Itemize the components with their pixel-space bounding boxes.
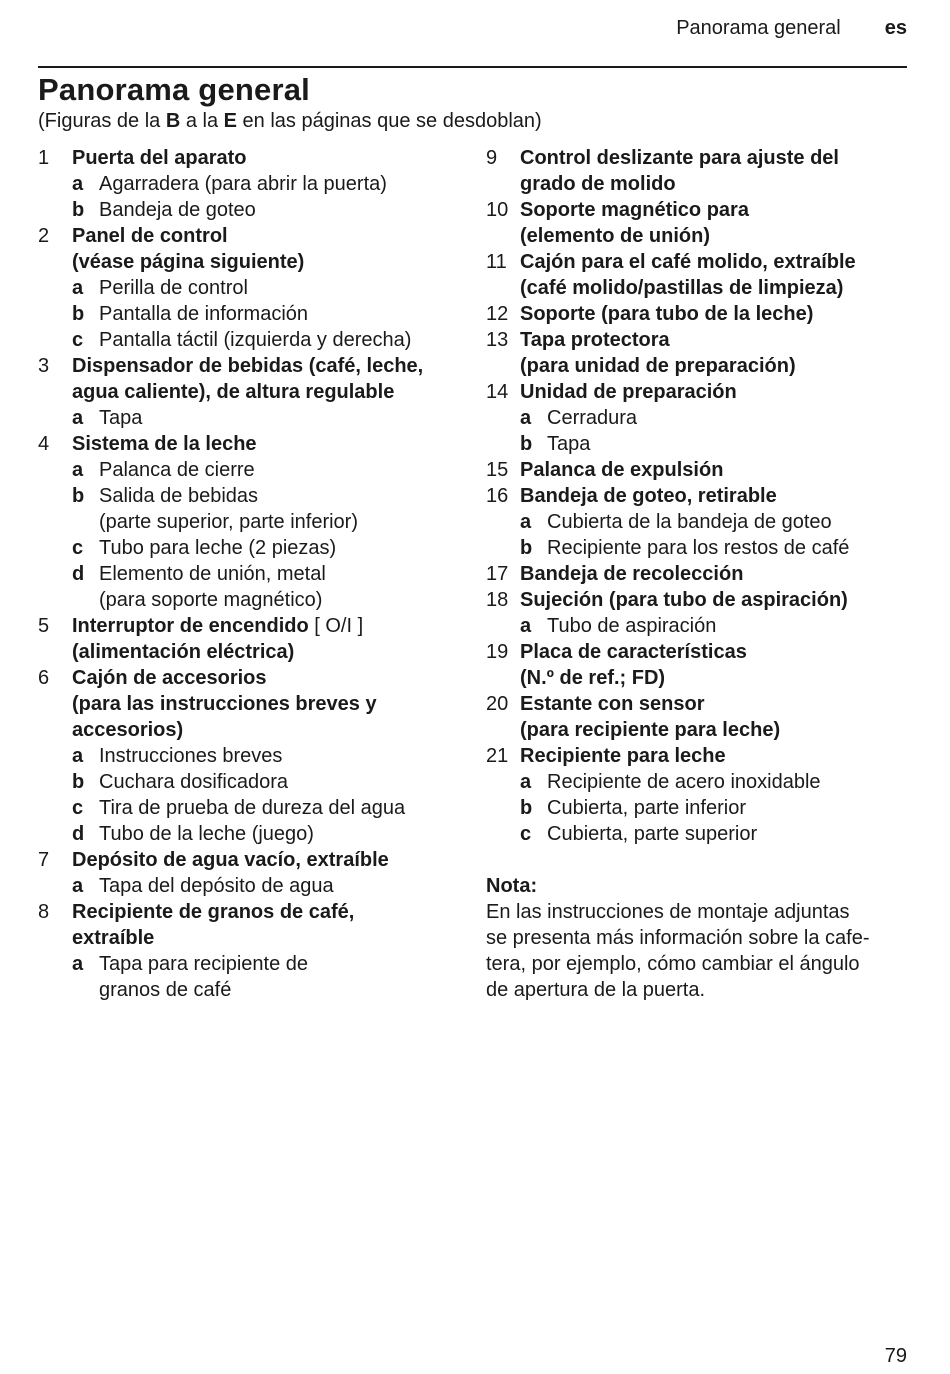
sub-item — [72, 327, 468, 353]
sub-item-text: Salida de bebidas (parte superior, parte inferior) — [99, 485, 359, 533]
item-label-text: Bandeja de recolección — [520, 563, 744, 585]
sub-item-letter: c — [520, 823, 532, 845]
list-item — [486, 249, 911, 301]
item-label — [72, 847, 468, 873]
item-number: 7 — [38, 849, 50, 871]
list-item — [486, 743, 911, 847]
item-number: 12 — [486, 303, 509, 325]
item-label-text: Depósito de agua vacío, extraíble — [72, 849, 389, 871]
sub-item-text: Pantalla táctil (izquierda y derecha) — [99, 329, 412, 351]
sub-item-text: Tapa del depósito de agua — [99, 875, 334, 897]
list-item — [38, 223, 468, 353]
item-number: 14 — [486, 381, 509, 403]
subtitle-post: en las páginas que se desdoblan) — [237, 110, 542, 132]
sub-item — [72, 743, 468, 769]
note-title: Nota: — [486, 875, 538, 897]
subtitle-figure-to: E — [223, 110, 237, 132]
subtitle-mid: a la — [180, 110, 224, 132]
list-item — [38, 613, 468, 665]
list-item — [486, 301, 911, 327]
item-body — [72, 353, 468, 431]
sub-item-letter: d — [72, 563, 85, 585]
item-label — [520, 145, 911, 197]
item-label — [72, 353, 468, 405]
sub-item-text: Elemento de unión, metal (para soporte magnético) — [99, 563, 326, 611]
item-label-text: Panel de control (véase página siguiente) — [72, 225, 305, 273]
item-label — [72, 431, 468, 457]
sub-item-letter: a — [520, 511, 532, 533]
list-item — [486, 691, 911, 743]
list-item — [38, 145, 468, 223]
sub-item-text: Agarradera (para abrir la puerta) — [99, 173, 387, 195]
sub-item-letter: b — [72, 771, 85, 793]
power-symbol-label: [ O/I ] — [308, 615, 364, 637]
sub-item-text: Tubo de aspiración — [547, 615, 717, 637]
sub-item-letter: a — [520, 407, 532, 429]
item-body — [520, 379, 911, 457]
item-label-text: Soporte (para tubo de la leche) — [520, 303, 814, 325]
list-item — [486, 457, 911, 483]
sub-item-letter: a — [72, 875, 84, 897]
sub-item — [72, 197, 468, 223]
sub-item — [72, 405, 468, 431]
sub-item — [72, 171, 468, 197]
item-body — [72, 145, 468, 223]
item-body — [520, 483, 911, 561]
sub-item — [72, 561, 468, 613]
item-label — [520, 379, 911, 405]
page-subtitle — [38, 108, 542, 134]
list-item — [486, 639, 911, 691]
sub-item-letter: b — [520, 797, 533, 819]
parts-list-left — [38, 145, 468, 1003]
sub-item-text: Cerradura — [547, 407, 638, 429]
sub-item — [72, 769, 468, 795]
item-label-text: Placa de características (N.º de ref.; FD) — [520, 641, 747, 689]
list-item — [486, 561, 911, 587]
sub-item-text: Cubierta, parte superior — [547, 823, 758, 845]
item-label — [520, 249, 911, 301]
running-header — [676, 17, 907, 40]
sub-item-text: Tubo para leche (2 piezas) — [99, 537, 337, 559]
note-text: En las instrucciones de montaje adjuntas se presenta más información sobre la cafe- tera, por ejemplo, cómo cambiar el ángulo de apertura de la puerta. — [486, 901, 870, 1001]
item-number: 1 — [38, 147, 50, 169]
sub-item-text: Cuchara dosificadora — [99, 771, 288, 793]
item-label — [72, 665, 468, 743]
item-label — [520, 197, 911, 249]
sub-item — [520, 821, 911, 847]
note-block — [486, 873, 911, 1003]
item-body — [520, 639, 911, 691]
subtitle-pre: (Figuras de la — [38, 110, 166, 132]
item-number: 2 — [38, 225, 50, 247]
header-language-code: es — [884, 17, 907, 39]
sub-item — [72, 873, 468, 899]
item-number: 10 — [486, 199, 509, 221]
list-item — [486, 327, 911, 379]
parts-list-right — [486, 145, 911, 1003]
sub-item-text: Tubo de la leche (juego) — [99, 823, 314, 845]
item-label-text: Control deslizante para ajuste del grado de molido — [520, 147, 839, 195]
sub-item — [520, 431, 911, 457]
item-label-text: Cajón para el café molido, extraíble (café molido/pastillas de limpieza) — [520, 251, 856, 299]
item-label — [520, 639, 911, 691]
sub-item-letter: c — [72, 797, 84, 819]
item-label-text: Estante con sensor (para recipiente para leche) — [520, 693, 781, 741]
sub-item-text: Tira de prueba de dureza del agua — [99, 797, 406, 819]
sub-item-text: Tapa — [547, 433, 591, 455]
item-label-text: Tapa protectora (para unidad de preparación) — [520, 329, 796, 377]
item-body — [520, 743, 911, 847]
sub-item-text: Bandeja de goteo — [99, 199, 256, 221]
item-body — [520, 691, 911, 743]
sub-item — [72, 457, 468, 483]
list-item — [486, 587, 911, 639]
sub-item-text: Palanca de cierre — [99, 459, 255, 481]
item-label — [520, 483, 911, 509]
item-body — [520, 561, 911, 587]
item-number: 18 — [486, 589, 509, 611]
sub-item — [72, 535, 468, 561]
list-item — [486, 483, 911, 561]
sub-item — [520, 535, 911, 561]
item-number: 13 — [486, 329, 509, 351]
list-item — [38, 431, 468, 613]
sub-item — [72, 275, 468, 301]
item-label — [520, 457, 911, 483]
sub-item — [520, 405, 911, 431]
item-label-text: Unidad de preparación — [520, 381, 737, 403]
sub-item-letter: a — [72, 407, 84, 429]
page-number: 79 — [884, 1345, 907, 1367]
item-body — [72, 899, 468, 1003]
sub-item — [72, 483, 468, 535]
item-body — [72, 431, 468, 613]
list-item — [38, 847, 468, 899]
item-number: 20 — [486, 693, 509, 715]
sub-item — [520, 769, 911, 795]
sub-item — [72, 301, 468, 327]
sub-item-letter: b — [72, 199, 85, 221]
item-body — [72, 613, 468, 665]
header-rule — [38, 66, 907, 68]
sub-item-text: Instrucciones breves — [99, 745, 283, 767]
item-label — [520, 561, 911, 587]
sub-item — [520, 613, 911, 639]
sub-item-letter: d — [72, 823, 85, 845]
item-number: 4 — [38, 433, 50, 455]
item-body — [520, 301, 911, 327]
sub-item-letter: c — [72, 329, 84, 351]
sub-item — [72, 795, 468, 821]
item-number: 21 — [486, 745, 509, 767]
item-label-text: Dispensador de bebidas (café, leche, agua caliente), de altura regulable — [72, 355, 424, 403]
item-label-text: Bandeja de goteo, retirable — [520, 485, 777, 507]
item-body — [520, 249, 911, 301]
item-label — [520, 301, 911, 327]
sub-item-text: Pantalla de información — [99, 303, 309, 325]
item-label — [520, 743, 911, 769]
item-number: 19 — [486, 641, 509, 663]
sub-item-letter: a — [520, 615, 532, 637]
item-label — [72, 145, 468, 171]
list-item — [38, 899, 468, 1003]
item-body — [72, 847, 468, 899]
item-label — [72, 899, 468, 951]
subtitle-figure-from: B — [165, 110, 181, 132]
item-label-text: Sistema de la leche — [72, 433, 257, 455]
item-label-text: Sujeción (para tubo de aspiración) — [520, 589, 848, 611]
page-title: Panorama general — [38, 72, 310, 107]
sub-item-letter: a — [72, 745, 84, 767]
sub-item-text: Perilla de control — [99, 277, 248, 299]
item-number: 6 — [38, 667, 50, 689]
item-body — [72, 665, 468, 847]
list-item — [38, 353, 468, 431]
item-number: 16 — [486, 485, 509, 507]
item-number: 15 — [486, 459, 509, 481]
item-label — [520, 327, 911, 379]
sub-item-text: Tapa para recipiente de granos de café — [99, 953, 309, 1001]
sub-item-letter: b — [520, 433, 533, 455]
sub-item-letter: c — [72, 537, 84, 559]
sub-item-letter: a — [72, 173, 84, 195]
sub-item — [72, 821, 468, 847]
sub-item-text: Recipiente para los restos de café — [547, 537, 850, 559]
header-section-title: Panorama general — [676, 17, 841, 39]
sub-item — [520, 795, 911, 821]
list-item — [486, 379, 911, 457]
sub-item-letter: b — [520, 537, 533, 559]
sub-item-letter: a — [72, 277, 84, 299]
item-label-continuation: (alimentación eléctrica) — [72, 641, 295, 663]
item-body — [520, 145, 911, 197]
item-body — [520, 587, 911, 639]
item-body — [72, 223, 468, 353]
item-body — [520, 327, 911, 379]
item-label — [520, 587, 911, 613]
item-label-text: Cajón de accesorios (para las instrucciones breves y accesorios) — [72, 667, 377, 741]
item-label — [72, 613, 468, 665]
item-label-text: Recipiente para leche — [520, 745, 726, 767]
item-label-text: Puerta del aparato — [72, 147, 247, 169]
item-body — [520, 457, 911, 483]
item-number: 3 — [38, 355, 50, 377]
sub-item-text: Cubierta, parte inferior — [547, 797, 746, 819]
item-number: 8 — [38, 901, 50, 923]
sub-item — [520, 509, 911, 535]
list-item — [38, 665, 468, 847]
sub-item-letter: a — [72, 459, 84, 481]
sub-item-letter: b — [72, 485, 85, 507]
sub-item-letter: b — [72, 303, 85, 325]
item-number: 9 — [486, 147, 498, 169]
sub-item-letter: a — [72, 953, 84, 975]
item-label-text: Palanca de expulsión — [520, 459, 724, 481]
list-item — [486, 197, 911, 249]
item-label-text: Soporte magnético para (elemento de unión) — [520, 199, 749, 247]
item-body — [520, 197, 911, 249]
list-item — [486, 145, 911, 197]
item-label — [520, 691, 911, 743]
sub-item-text: Cubierta de la bandeja de goteo — [547, 511, 832, 533]
item-label-text: Recipiente de granos de café, extraíble — [72, 901, 355, 949]
item-number: 11 — [486, 251, 507, 273]
sub-item-letter: a — [520, 771, 532, 793]
sub-item — [72, 951, 468, 1003]
item-number: 17 — [486, 563, 509, 585]
sub-item-text: Tapa — [99, 407, 143, 429]
item-label — [72, 223, 468, 275]
item-number: 5 — [38, 615, 50, 637]
item-label-text: Interruptor de encendido — [72, 615, 309, 637]
sub-item-text: Recipiente de acero inoxidable — [547, 771, 821, 793]
